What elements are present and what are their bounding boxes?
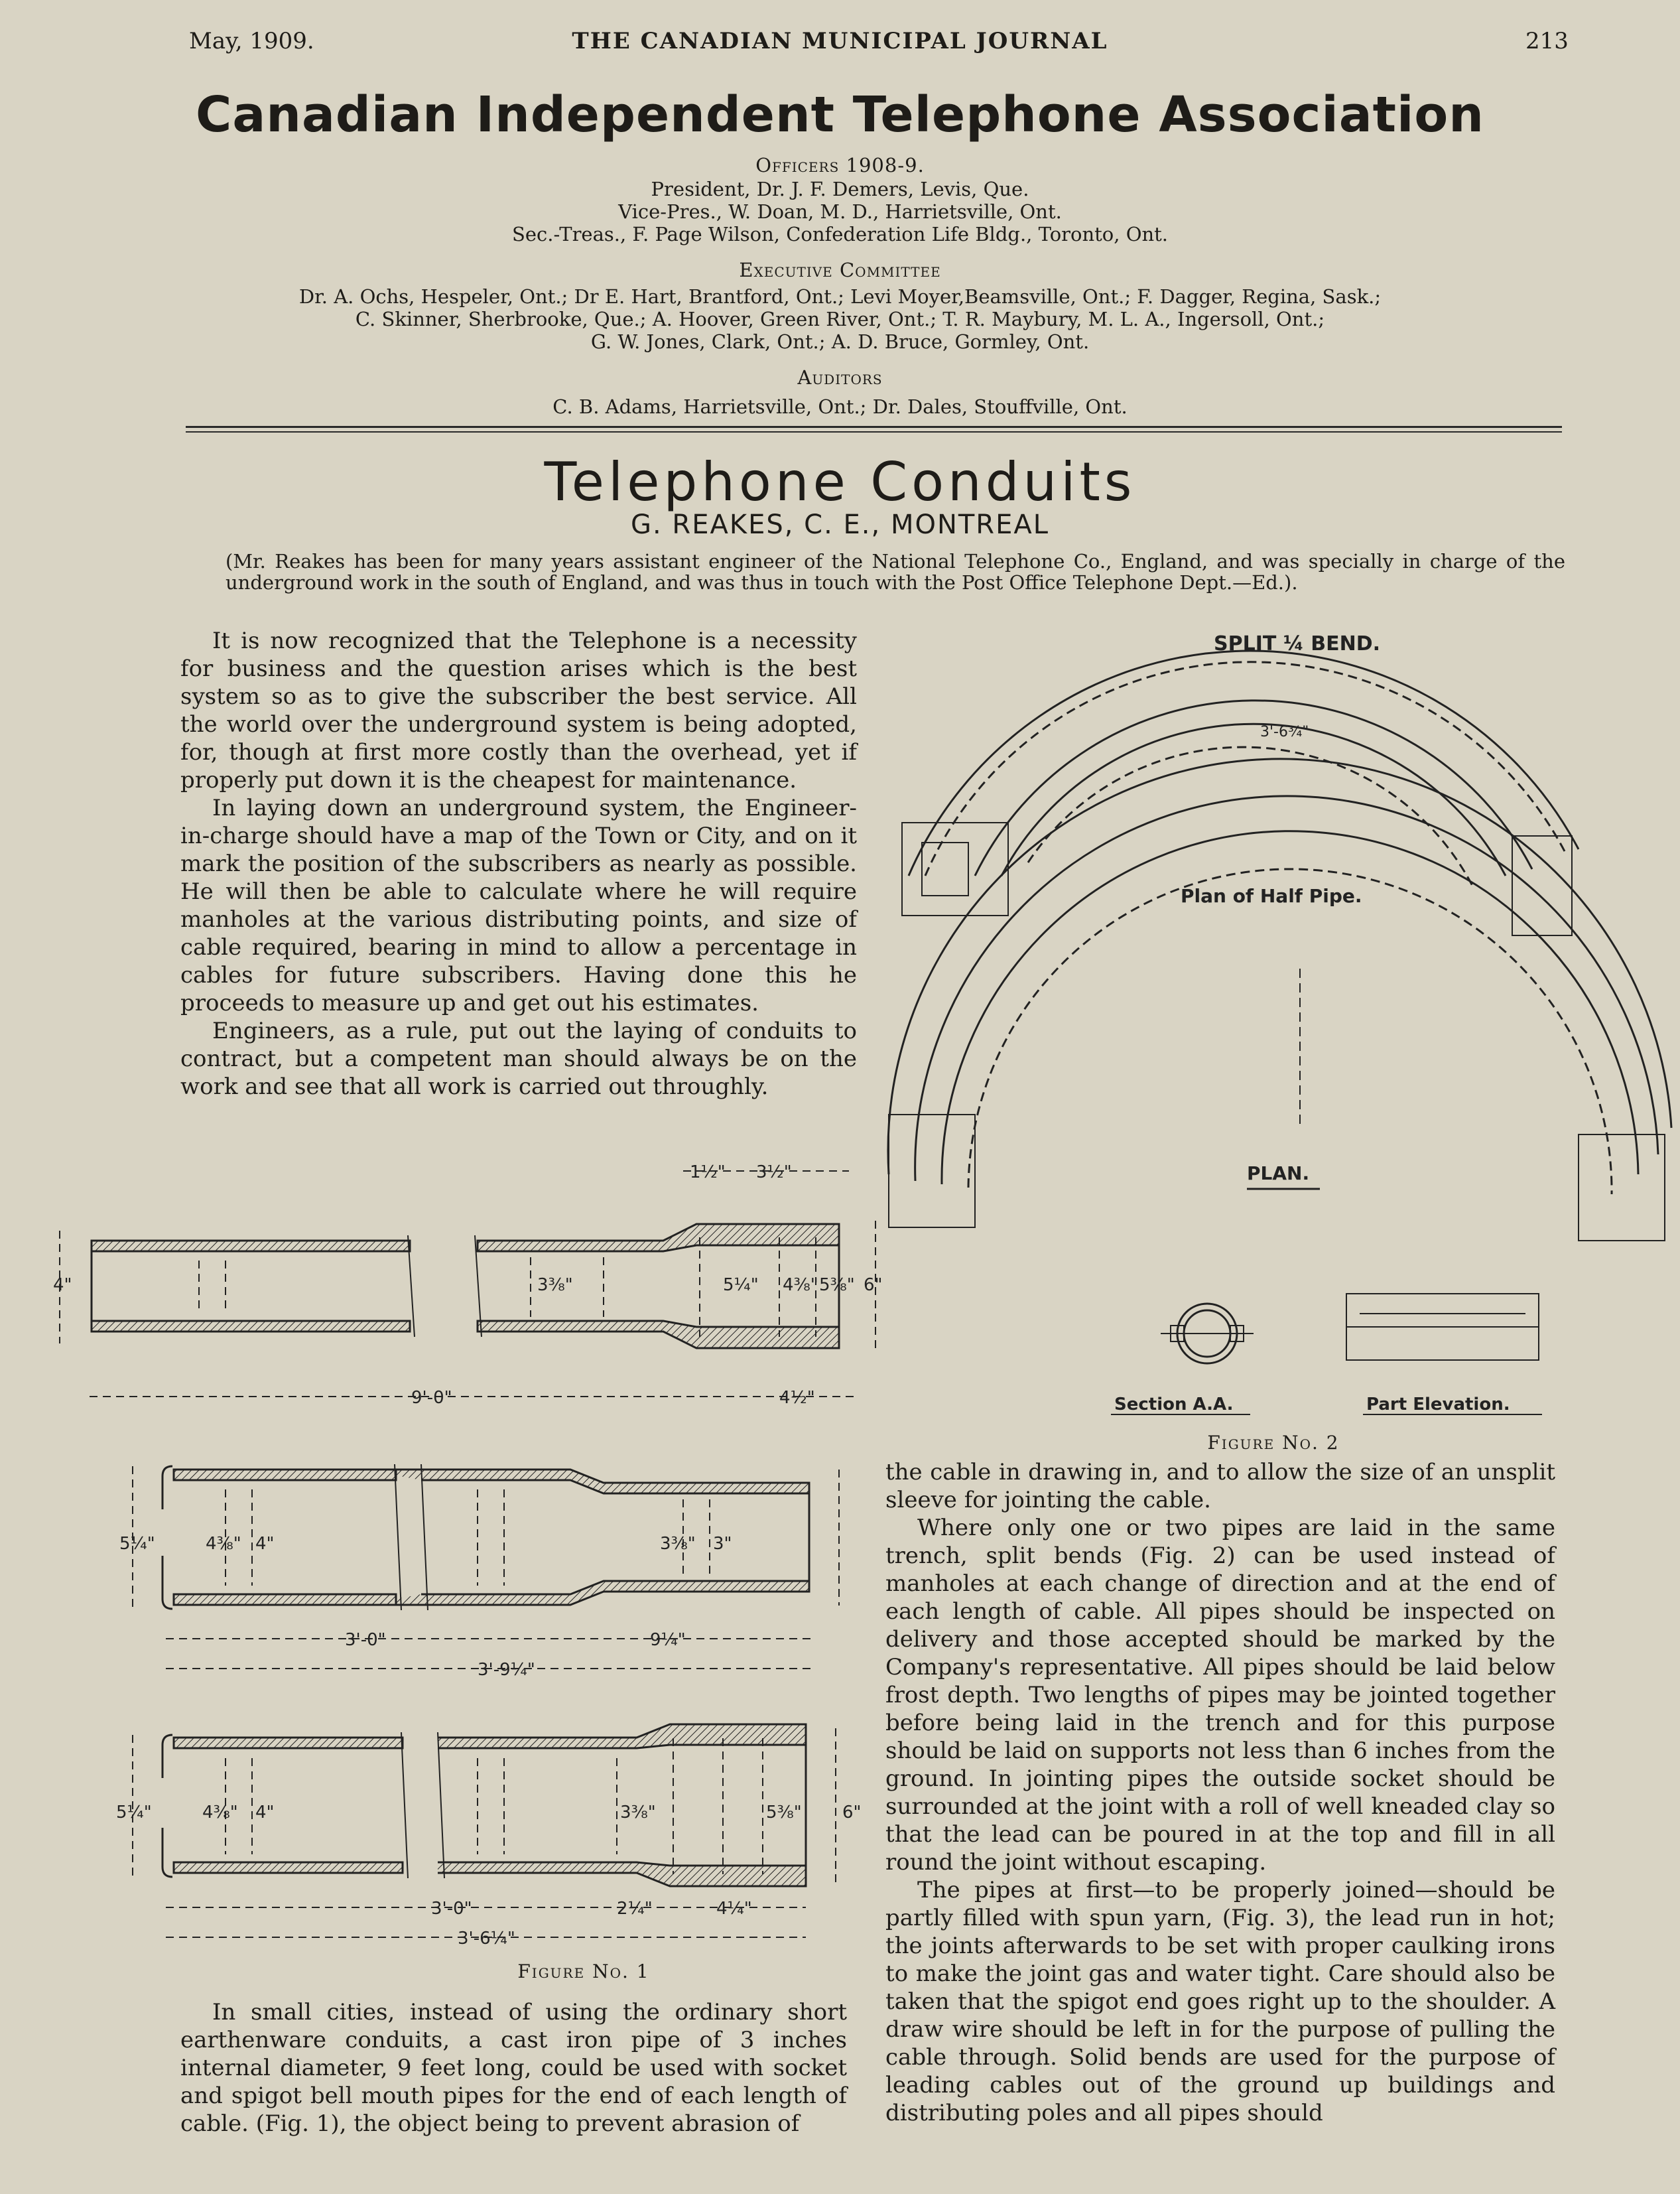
paragraph: In small cities, instead of using the ordinary short earthenware conduits, a cast iron pipe of 3 inches internal diameter, 9 feet long, could be used with socket and spigot bell mouth pipes for the end of each length of cable. (Fig. 1), the object being to prevent abrasion of [180,1999,847,2137]
dim-3-half: 3½" [756,1162,792,1182]
dim-2-quarter: 2¼" [617,1899,653,1919]
paragraph: In laying down an underground system, the Engineer-in-charge should have a map of the Town or City, and on it mark the position of the subscribers as nearly as possible. He will then be able to calculate where he will require manholes at the various distributing points, and size of cable required, bearing in mind to allow a percentage in cables for future subscribers. Having done this he proceeds to measure up and get out his estimates. [180,795,857,1016]
dim-3in-row2: 3" [713,1534,732,1554]
plan-half-pipe-label: Plan of Half Pipe. [1181,885,1362,907]
dim-4in-row3: 4" [255,1803,275,1822]
auditors-heading: Auditors [797,366,883,389]
dim-5-1-4: 5¼" [723,1275,759,1295]
dim-3ft-row3: 3'-0" [431,1899,472,1919]
paragraph: Engineers, as a rule, put out the laying of conduits to contract, but a competent man should always be on the work and see that all work is carried out throughly. [180,1018,857,1100]
figure-2-title: SPLIT ¼ BEND. [1214,632,1381,655]
dim-5-quarter-row3: 5¼" [116,1803,152,1822]
divider-rule [186,426,1562,428]
section-aa-label: Section A.A. [1114,1395,1234,1414]
figure-2-drawing [875,624,1680,1420]
officer-president: President, Dr. J. F. Demers, Levis, Que. [651,178,1029,200]
radius-label: 3'-6¾" [1260,724,1309,740]
executive-line-2: C. Skinner, Sherbrooke, Que.; A. Hoover, Green River, Ont.; T. R. Maybury, M. L. A., Ingersoll, Ont.; [355,308,1325,330]
executive-line-1: Dr. A. Ochs, Hespeler, Ont.; Dr E. Hart, Brantford, Ont.; Levi Moyer,Beamsville, Ont.; F. Dagger, Regina, Sask.; [298,285,1382,308]
dim-5-quarter: 5¼" [119,1534,155,1554]
left-bottom-text [180,1998,847,2138]
dim-9-quarter: 9¼" [650,1630,686,1650]
officers-heading: Officers 1908-9. [755,154,925,176]
header-journal: THE CANADIAN MUNICIPAL JOURNAL [572,28,1108,54]
dim-3-3-8-row2: 3⅜" [660,1534,696,1554]
auditors-line: C. B. Adams, Harrietsville, Ont.; Dr. Dales, Stouffville, Ont. [552,395,1128,418]
dim-5-3-8: 5⅜" [819,1275,855,1295]
header-date: May, 1909. [189,28,314,54]
dim-4-3-8-row3: 4⅜" [202,1803,238,1822]
officer-secretary: Sec.-Treas., F. Page Wilson, Confederation Life Bldg., Toronto, Ont. [511,223,1169,245]
association-title: Canadian Independent Telephone Association [196,86,1484,143]
executive-heading: Executive Committee [739,259,941,281]
dim-4in: 4" [53,1275,72,1295]
article-title: Telephone Conduits [544,451,1136,513]
plan-label: PLAN. [1247,1162,1310,1184]
right-column-text [885,1458,1555,2127]
article-author: G. REAKES, C. E., MONTREAL [630,510,1050,540]
dim-6in: 6" [864,1275,883,1295]
dim-3-3-8-row3: 3⅜" [620,1803,656,1822]
editor-note: (Mr. Reakes has been for many years assistant engineer of the National Telephone Co., England, and was specially in charge of the underground work in the south of England, and was thus in touch with the Post Office Telephone Dept.—Ed.). [226,550,1565,594]
figure-2-caption: Figure No. 2 [1207,1432,1340,1454]
dim-4-3-8: 4⅜" [783,1275,818,1295]
paragraph: Where only one or two pipes are laid in the same trench, split bends (Fig. 2) can be used instead of manholes at each change of direction and at the end of each length of cable. All pipes should be inspected on delivery and those accepted should be marked by the Company's representative. All pipes should be laid below frost depth. Two lengths of pipes may be jointed together before being laid in the trench and for this purpose should be laid on supports not less than 6 inches from the ground. In jointing pipes the outside socket should be surrounded at the joint with a roll of well kneaded clay so that the lead can be poured in at the top and fill in all round the joint without escaping. [885,1515,1555,1876]
dim-3ft: 3'-0" [345,1630,386,1650]
paragraph: The pipes at first—to be properly joined—should be partly filled with spun yarn, (Fig. 3), the lead run in hot; the joints afterwards to be set with proper caulking irons to make the joint gas and water tight. Care should also be taken that the spigot end goes right up to the shoulder. A draw wire should be left in for the purpose of pulling the cable through. Solid bends are used for the purpose of leading cables out of the ground up buildings and distributing poles and all pipes should [885,1877,1555,2126]
dim-4-3-8-row2: 4⅜" [206,1534,241,1554]
dim-4in-row2: 4" [255,1534,275,1554]
figure-1-drawing [53,1158,883,1974]
divider-rule-thin [186,431,1562,433]
dim-6in-row3: 6" [842,1803,862,1822]
figure-1-caption: Figure No. 1 [517,1960,650,1982]
dim-3-3-8: 3⅜" [537,1275,573,1295]
dim-1-half: 1½" [690,1162,726,1182]
page-number: 213 [1525,28,1569,54]
executive-line-3: G. W. Jones, Clark, Ont.; A. D. Bruce, Gormley, Ont. [590,330,1090,353]
officer-vice-president: Vice-Pres., W. Doan, M. D., Harrietsville, Ont. [618,200,1062,223]
left-column-text [180,627,857,1101]
dim-4-half: 4½" [779,1388,815,1408]
dim-4-quarter: 4¼" [716,1899,752,1919]
paragraph: the cable in drawing in, and to allow the size of an unsplit sleeve for jointing the cable. [885,1459,1555,1513]
dim-5-3-8-row3: 5⅜" [766,1803,802,1822]
part-elevation-label: Part Elevation. [1366,1395,1510,1414]
dim-3ft-6-quarter: 3'-6¼" [458,1929,515,1949]
dim-3ft-9-quarter: 3'-9¼" [478,1660,535,1680]
paragraph: It is now recognized that the Telephone is a necessity for business and the question arises which is the best system so as to give the subscriber the best service. All the world over the underground system is being adopted, for, though at first more costly than the overhead, yet if properly put down it is the cheapest for maintenance. [180,628,857,793]
dim-9ft: 9'-0" [411,1388,452,1408]
